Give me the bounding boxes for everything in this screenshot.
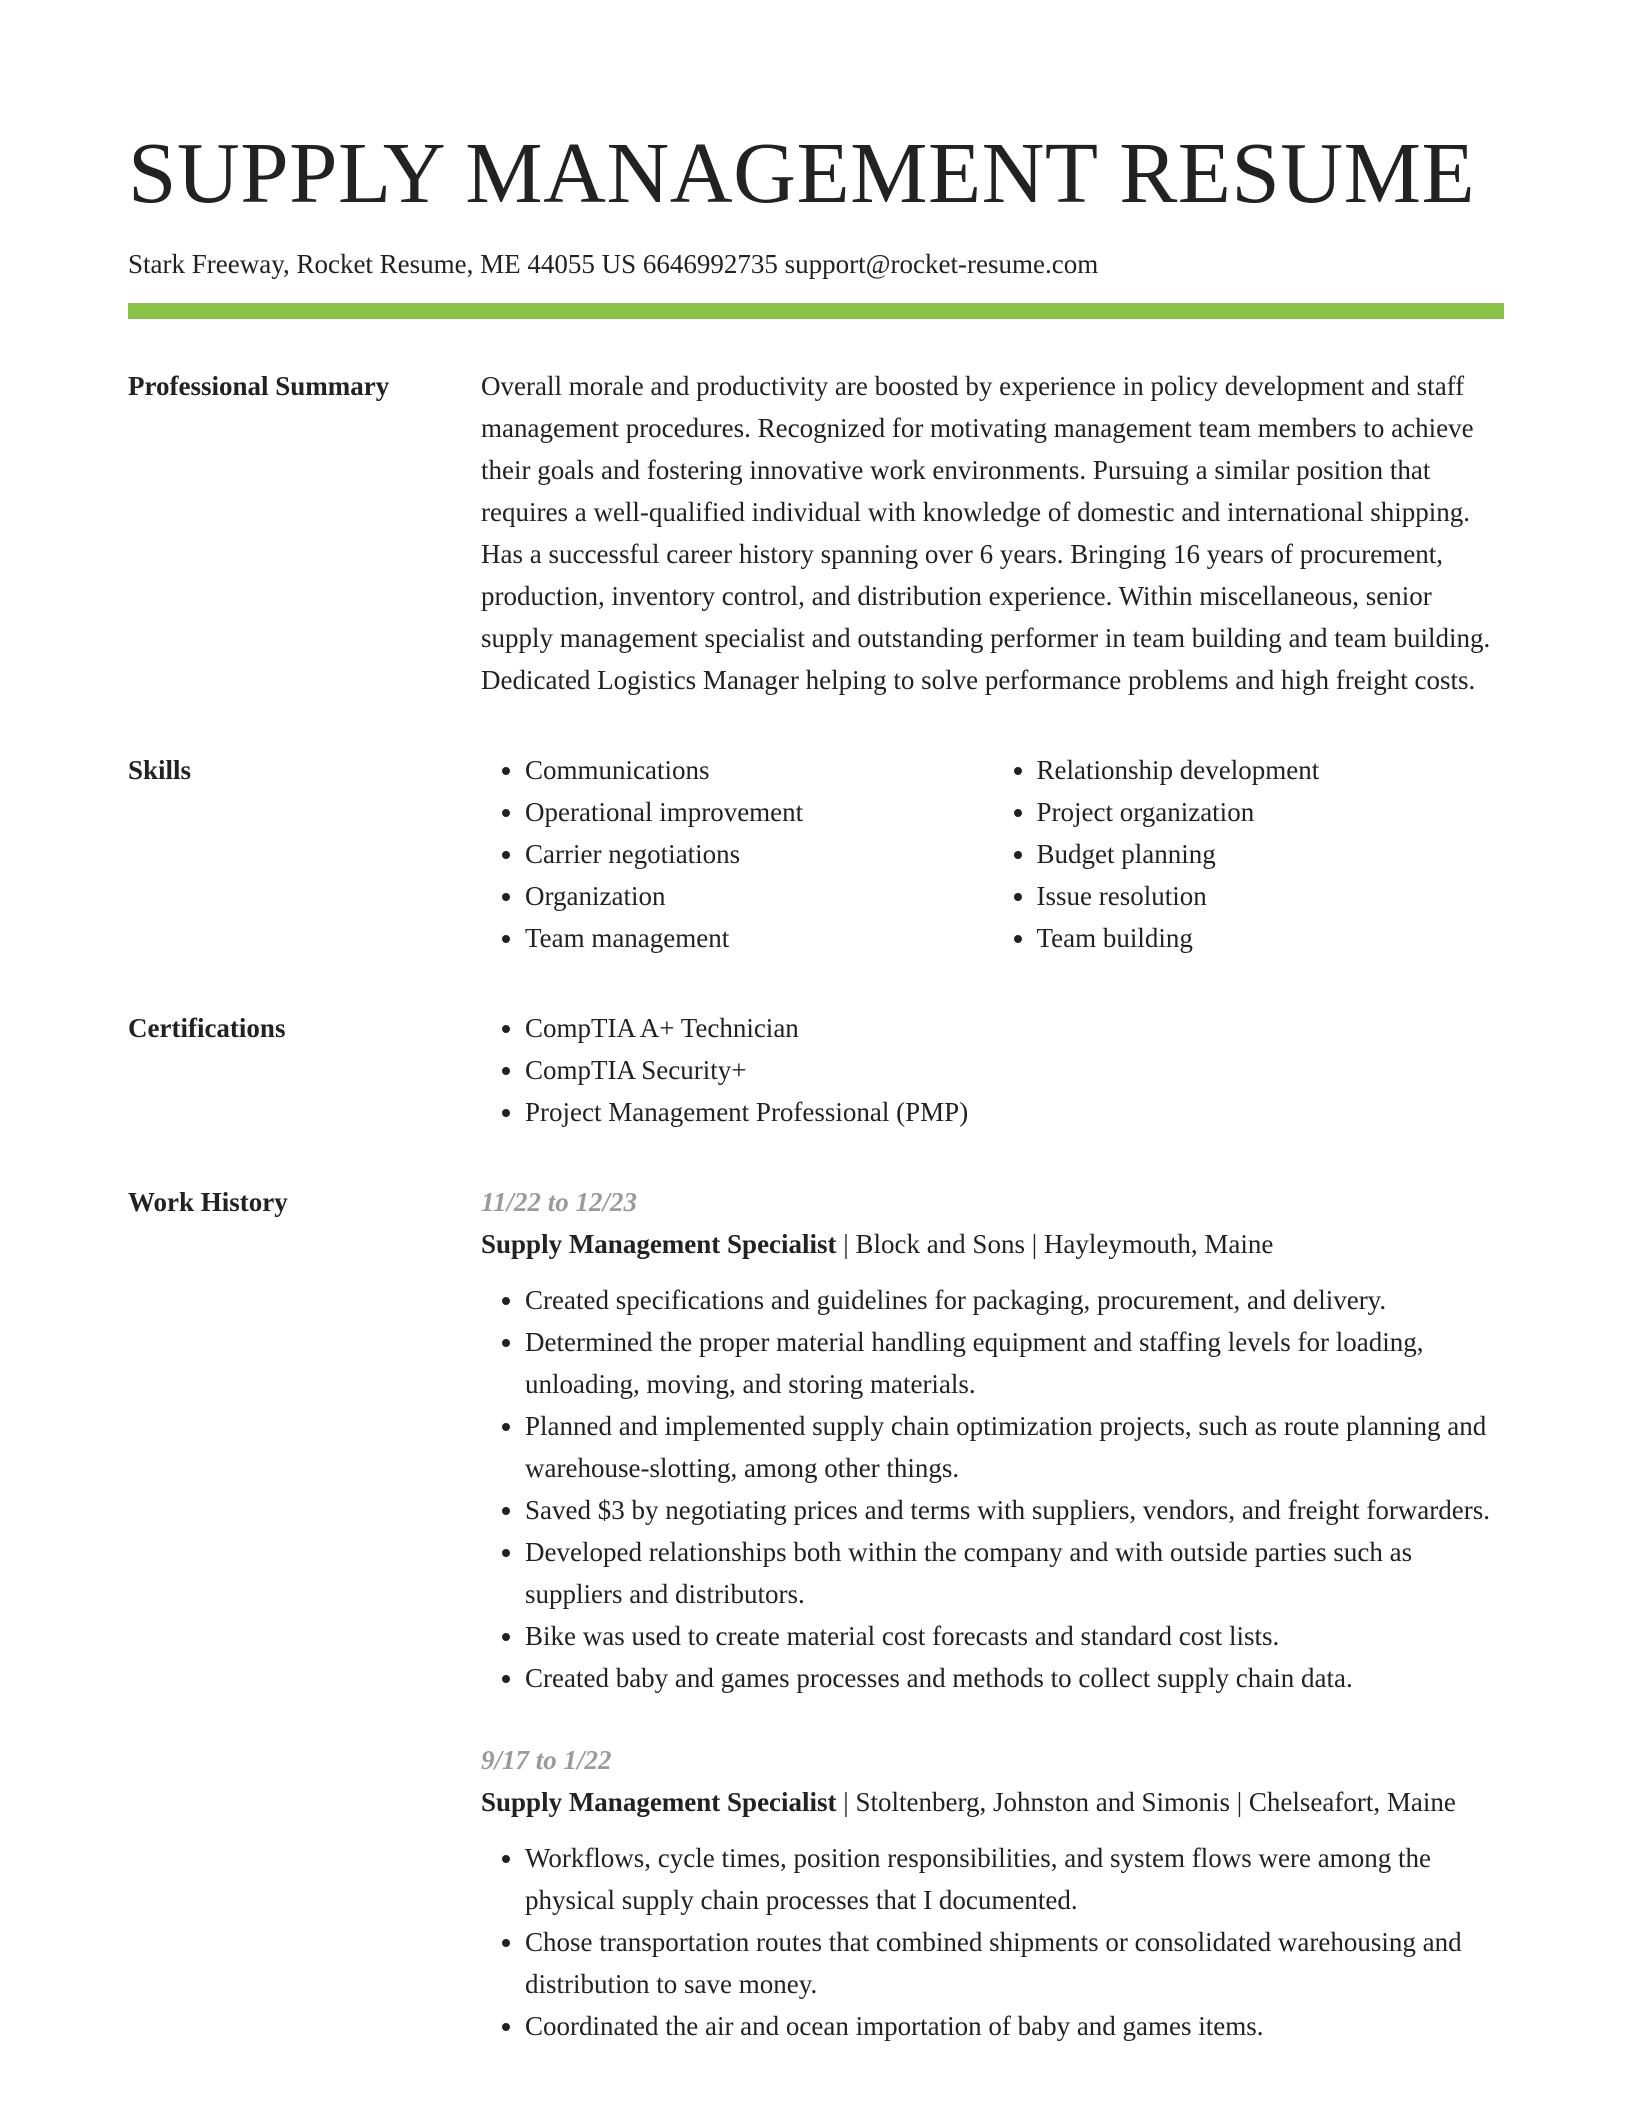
job-bullet: • Developed relationships both within the company and with outside parties such as suppliers and distributors.: [525, 1531, 1504, 1615]
job-company-location: | Stoltenberg, Johnston and Simonis | Chelseafort, Maine: [836, 1787, 1456, 1817]
job-title: Supply Management Specialist: [481, 1229, 837, 1259]
skill-item: • Issue resolution: [1037, 875, 1505, 917]
skills-list-right: [993, 749, 1505, 959]
job-bullet: • Bike was used to create material cost forecasts and standard cost lists.: [525, 1615, 1504, 1657]
section-professional-summary: [128, 365, 1504, 701]
certifications-list: [481, 1007, 1504, 1133]
skill-item: • Team building: [1037, 917, 1505, 959]
section-content: [481, 365, 1504, 701]
job-title: Supply Management Specialist: [481, 1787, 837, 1817]
certification-item: • Project Management Professional (PMP): [525, 1091, 1504, 1133]
skill-item: • Team management: [525, 917, 993, 959]
skill-item: • Communications: [525, 749, 993, 791]
certification-item: • CompTIA Security+: [525, 1049, 1504, 1091]
summary-text: Overall morale and productivity are boosted by experience in policy development and staff management procedures. Recognized for motivating management team members to achieve their goals and fostering innovative work environments. Pursuing a similar position that requires a well-qualified individual with knowledge of domestic and international shipping. Has a successful career history spanning over 6 years. Bringing 16 years of procurement, production, inventory control, and distribution experience. Within miscellaneous, senior supply management specialist and outstanding performer in team building and team building. Dedicated Logistics Manager helping to solve performance problems and high freight costs.: [481, 371, 1491, 695]
contact-info: Stark Freeway, Rocket Resume, ME 44055 US 6646992735 support@rocket-resume.com: [128, 249, 1099, 279]
job-bullet: • Chose transportation routes that combined shipments or consolidated warehousing and distribution to save money.: [525, 1921, 1504, 2005]
job-bullets: [481, 1279, 1504, 1699]
section-certifications: [128, 1007, 1504, 1133]
job-bullet: • Created specifications and guidelines for packaging, procurement, and delivery.: [525, 1279, 1504, 1321]
job-heading: [481, 1223, 1504, 1265]
section-content: [481, 1181, 1504, 2047]
section-label: Professional Summary: [128, 371, 390, 401]
section-label: Skills: [128, 755, 192, 785]
skills-grid: [481, 749, 1504, 959]
section-skills: [128, 749, 1504, 959]
job-bullet: • Workflows, cycle times, position responsibilities, and system flows were among the physical supply chain processes that I documented.: [525, 1837, 1504, 1921]
job-entry: [481, 1181, 1504, 1699]
section-content: [481, 1007, 1504, 1133]
job-bullets: [481, 1837, 1504, 2047]
section-label: Certifications: [128, 1013, 286, 1043]
job-dates: 11/22 to 12/23: [481, 1187, 638, 1217]
job-bullet: • Determined the proper material handling equipment and staffing levels for loading, unloading, moving, and storing materials.: [525, 1321, 1504, 1405]
resume-title: SUPPLY MANAGEMENT RESUME: [128, 124, 1476, 221]
skill-item: • Project organization: [1037, 791, 1505, 833]
skill-item: • Operational improvement: [525, 791, 993, 833]
section-work-history: [128, 1181, 1504, 2047]
header-divider: [128, 303, 1504, 319]
job-bullet: • Created baby and games processes and methods to collect supply chain data.: [525, 1657, 1504, 1699]
job-bullet: • Planned and implemented supply chain optimization projects, such as route planning and warehouse-slotting, among other things.: [525, 1405, 1504, 1489]
job-heading: [481, 1781, 1504, 1823]
skills-list-left: [481, 749, 993, 959]
section-label: Work History: [128, 1187, 288, 1217]
skill-item: • Budget planning: [1037, 833, 1505, 875]
job-bullet: • Saved $3 by negotiating prices and terms with suppliers, vendors, and freight forwarders.: [525, 1489, 1504, 1531]
job-bullet: • Coordinated the air and ocean importation of baby and games items.: [525, 2005, 1504, 2047]
skill-item: • Carrier negotiations: [525, 833, 993, 875]
job-dates: 9/17 to 1/22: [481, 1745, 612, 1775]
certification-item: • CompTIA A+ Technician: [525, 1007, 1504, 1049]
skill-item: • Organization: [525, 875, 993, 917]
job-entry: [481, 1739, 1504, 2047]
job-company-location: | Block and Sons | Hayleymouth, Maine: [836, 1229, 1274, 1259]
skill-item: • Relationship development: [1037, 749, 1505, 791]
